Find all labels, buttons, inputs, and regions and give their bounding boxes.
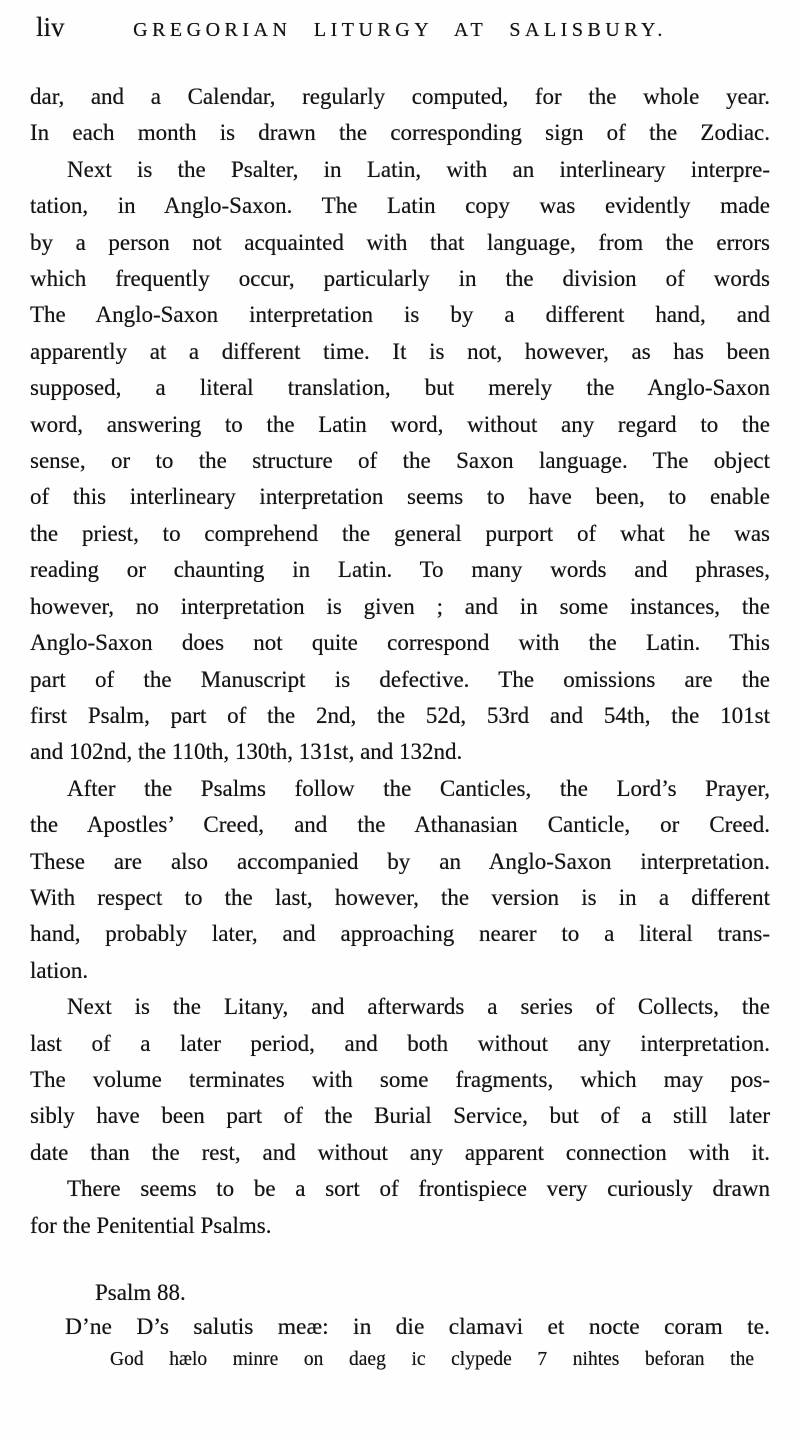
page-body-text bbox=[30, 79, 770, 1375]
psalm-latin-verse: D’ne D’s salutis meæ: in die clamavi et nocte coram te. bbox=[65, 1314, 770, 1340]
text-line: Next is the Psalter, in Latin, with an interlineary interpre- bbox=[67, 156, 770, 182]
text-line: Next is the Litany, and afterwards a series of Collects, the bbox=[67, 994, 770, 1020]
text-line: word, answering to the Latin word, without any regard to the bbox=[30, 411, 770, 437]
text-line: supposed, a literal translation, but merely the Anglo-Saxon bbox=[30, 375, 770, 401]
text-line: part of the Manuscript is defective. The omissions are the bbox=[30, 666, 770, 692]
text-line: however, no interpretation is given ; and in some instances, the bbox=[30, 593, 770, 619]
text-line: which frequently occur, particularly in the division of words bbox=[30, 266, 770, 292]
text-line: lation. bbox=[30, 957, 89, 983]
text-line: sense, or to the structure of the Saxon language. The object bbox=[30, 448, 770, 474]
text-line: The Anglo-Saxon interpretation is by a different hand, and bbox=[30, 302, 770, 328]
text-line: hand, probably later, and approaching nearer to a literal trans- bbox=[30, 921, 770, 947]
text-line: Anglo-Saxon does not quite correspond with the Latin. This bbox=[30, 630, 770, 656]
paragraph bbox=[30, 152, 770, 771]
page-number-folio: liv bbox=[36, 12, 65, 42]
text-line: There seems to be a sort of frontispiece very curiously drawn bbox=[67, 1176, 770, 1202]
text-line: by a person not acquainted with that language, from the errors bbox=[30, 229, 770, 255]
text-line: In each month is drawn the corresponding sign of the Zodiac. bbox=[30, 120, 770, 146]
text-line: of this interlineary interpretation seems to have been, to enable bbox=[30, 484, 770, 510]
text-line: date than the rest, and without any apparent connection with it. bbox=[30, 1139, 770, 1165]
text-line: the priest, to comprehend the general purport of what he was bbox=[30, 520, 770, 546]
psalm-anglo-saxon-gloss: God hælo minre on daeg ic clypede 7 nihtes beforan the bbox=[110, 1349, 754, 1370]
paragraph bbox=[30, 1171, 770, 1244]
paragraph bbox=[30, 989, 770, 1171]
psalm-block bbox=[30, 1275, 770, 1375]
text-line: The volume terminates with some fragments, which may pos- bbox=[30, 1066, 770, 1092]
text-line: first Psalm, part of the 2nd, the 52d, 53rd and 54th, the 101st bbox=[30, 702, 770, 728]
text-line: reading or chaunting in Latin. To many words and phrases, bbox=[30, 557, 770, 583]
text-line: last of a later period, and both without any interpretation. bbox=[30, 1030, 770, 1056]
paragraph bbox=[30, 79, 770, 152]
text-line: for the Penitential Psalms. bbox=[30, 1212, 272, 1238]
text-line: After the Psalms follow the Canticles, the Lord’s Prayer, bbox=[67, 775, 770, 801]
psalm-heading: Psalm 88. bbox=[95, 1280, 186, 1305]
running-head-title: GREGORIAN LITURGY AT SALISBURY. bbox=[133, 19, 667, 41]
text-line: the Apostles’ Creed, and the Athanasian Canticle, or Creed. bbox=[30, 812, 770, 838]
paragraph bbox=[30, 771, 770, 989]
text-line: apparently at a different time. It is not, however, as has been bbox=[30, 338, 770, 364]
text-line: tation, in Anglo-Saxon. The Latin copy was evidently made bbox=[30, 193, 770, 219]
text-line: dar, and a Calendar, regularly computed, for the whole year. bbox=[30, 84, 770, 109]
text-line: With respect to the last, however, the version is in a different bbox=[30, 884, 770, 910]
text-line: and 102nd, the 110th, 130th, 131st, and 132nd. bbox=[30, 739, 463, 765]
text-line: These are also accompanied by an Anglo-Saxon interpretation. bbox=[30, 848, 770, 874]
text-line: sibly have been part of the Burial Service, but of a still later bbox=[30, 1103, 770, 1129]
